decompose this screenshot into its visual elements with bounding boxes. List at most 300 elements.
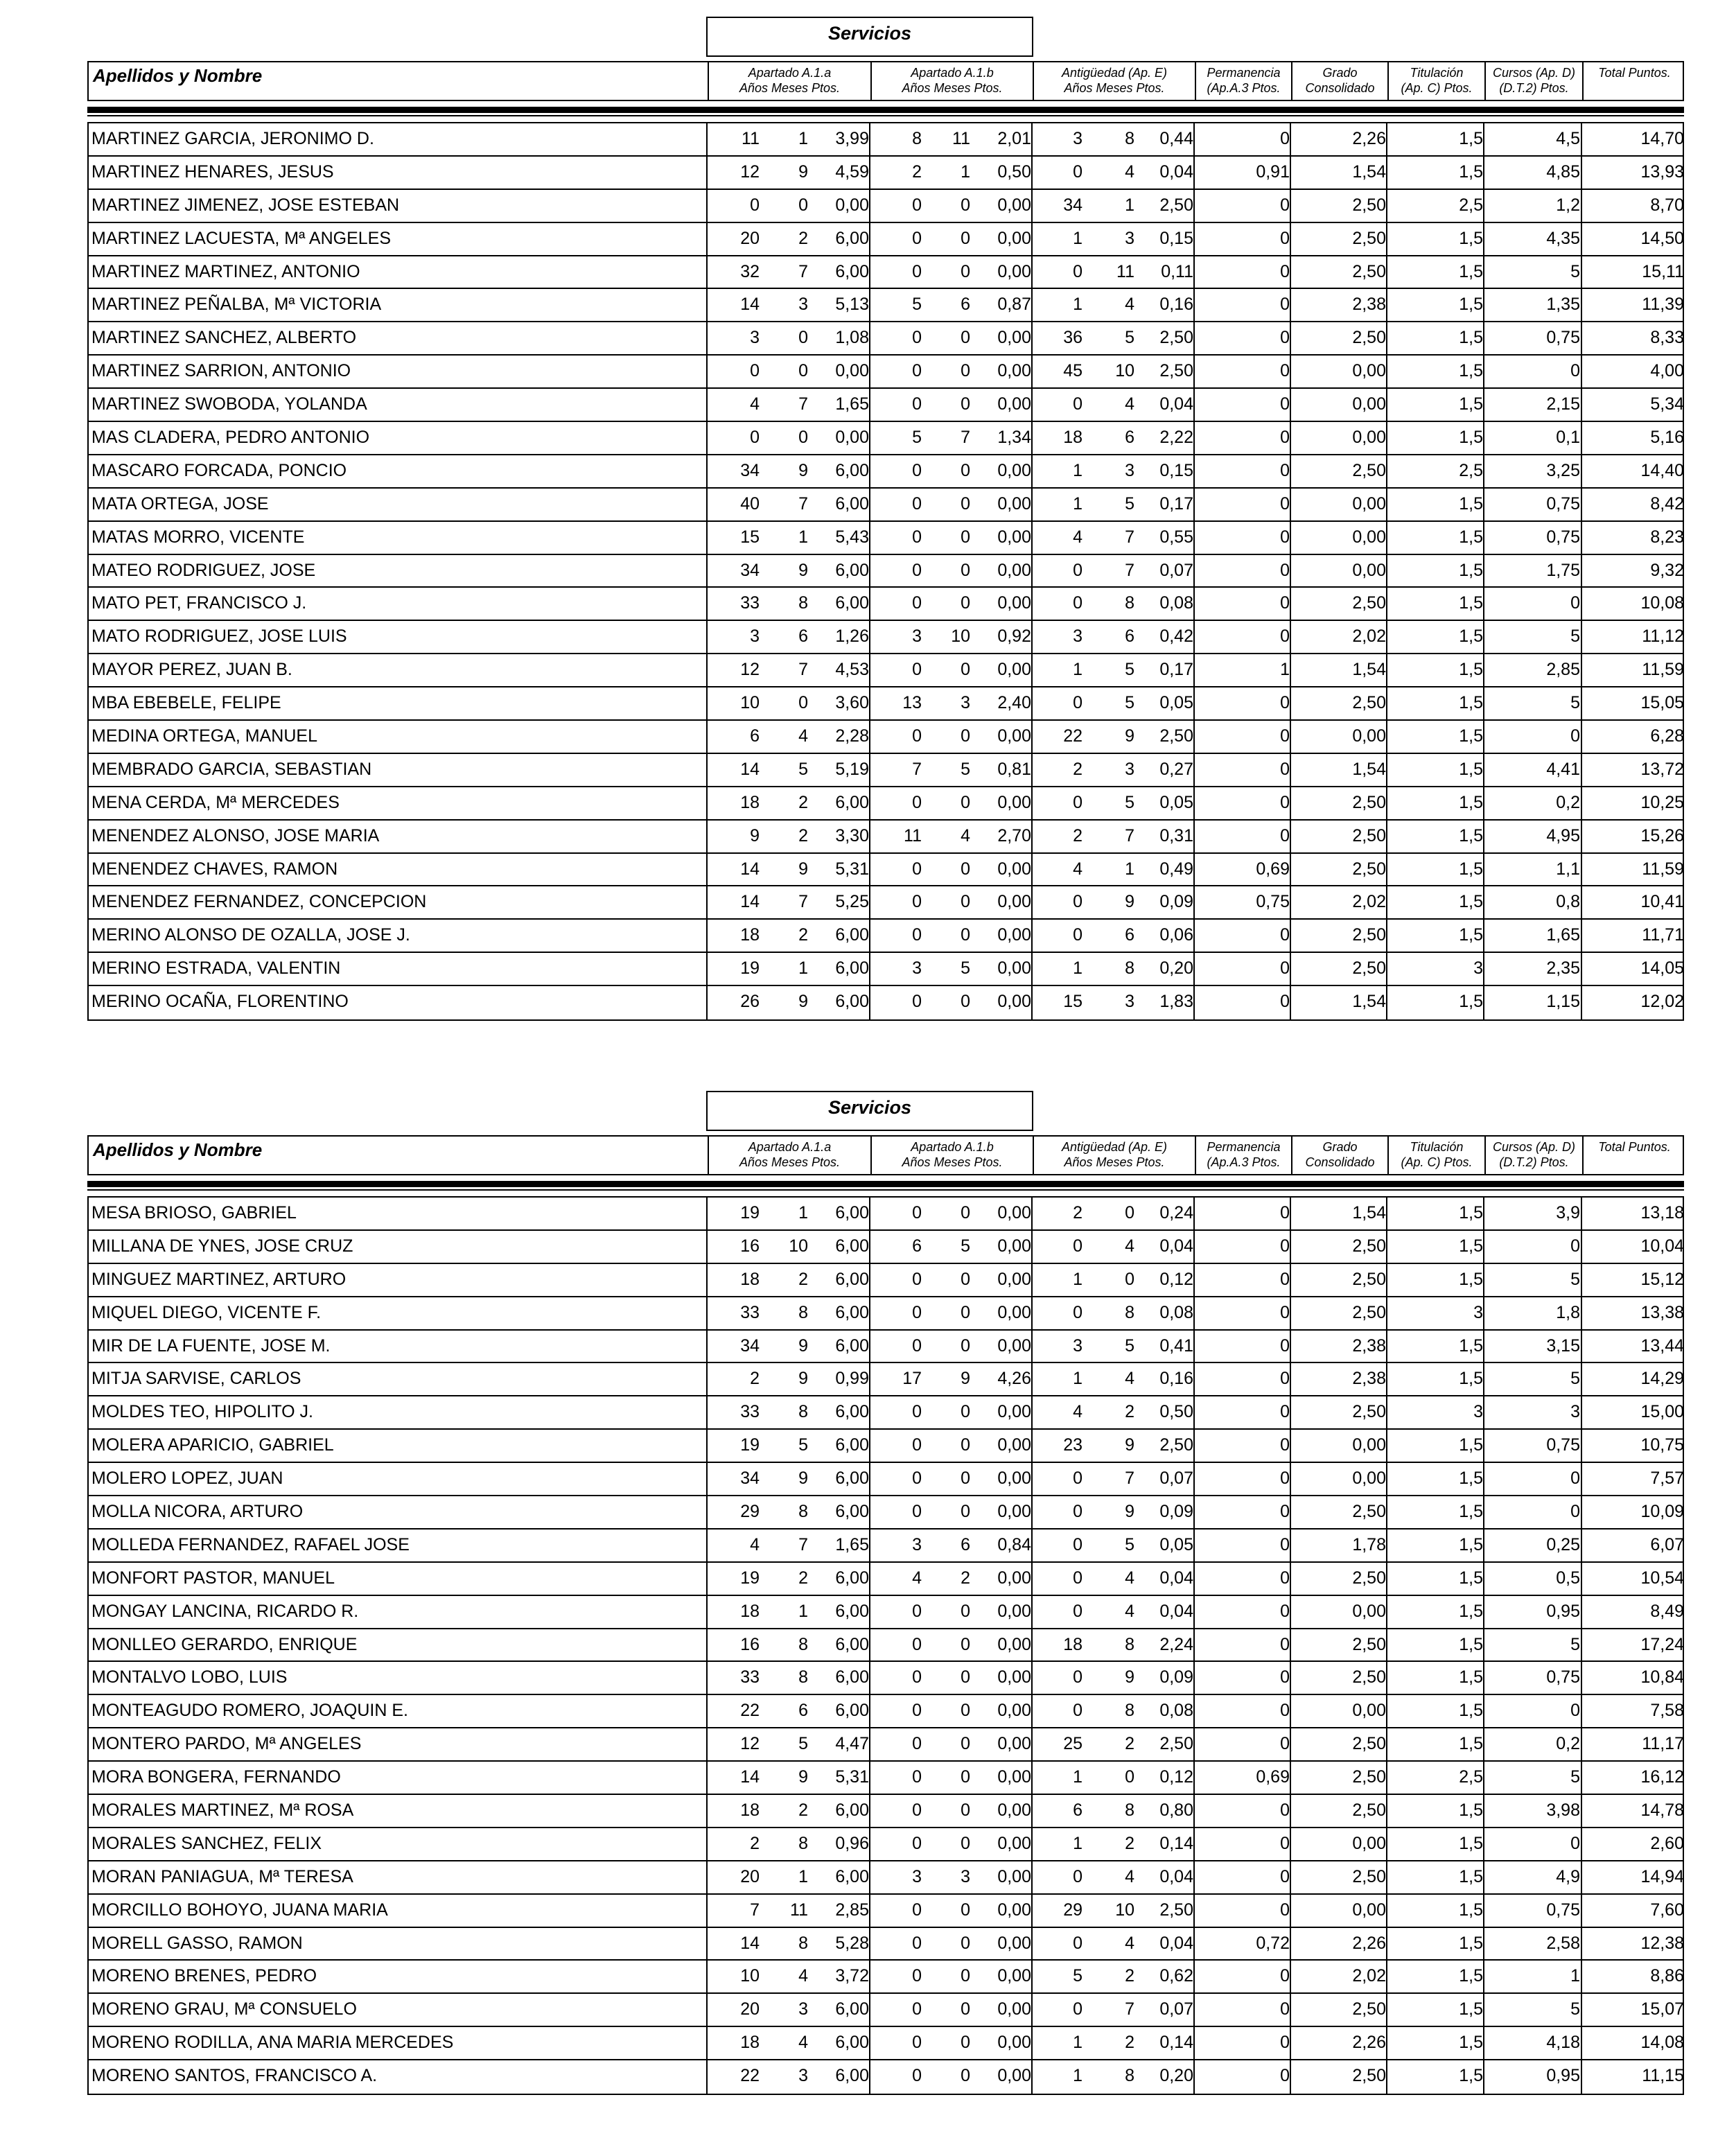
row-name: MARTINEZ JIMENEZ, JOSE ESTEBAN [91, 195, 400, 215]
row-value: 6,00 [835, 1800, 869, 1821]
row-value: 0,81 [997, 759, 1031, 779]
column-divider [1386, 1762, 1387, 1794]
column-divider [1193, 854, 1195, 886]
column-divider [1386, 356, 1387, 387]
row-value: 2,50 [1352, 1866, 1386, 1886]
table-row [89, 588, 1683, 621]
column-divider [1483, 1231, 1484, 1263]
column-divider [1386, 1961, 1387, 1992]
table-row [89, 1297, 1683, 1331]
column-divider [1483, 1463, 1484, 1495]
column-divider [869, 1264, 870, 1296]
row-value: 10 [740, 693, 760, 713]
row-value: 2,5 [1459, 460, 1483, 480]
row-value: 0,00 [997, 261, 1031, 281]
column-divider [1483, 455, 1484, 487]
row-value: 0 [961, 1435, 970, 1455]
row-value: 1,5 [1459, 1634, 1483, 1654]
column-divider [1581, 1264, 1582, 1296]
column-divider [1386, 2027, 1387, 2059]
table-row [89, 1496, 1683, 1530]
row-value: 12 [740, 1734, 760, 1754]
table-row [89, 1530, 1683, 1563]
row-value: 0,00 [997, 593, 1031, 613]
column-divider [1290, 256, 1291, 288]
column-divider [1290, 1297, 1291, 1329]
row-value: 2,26 [1352, 1933, 1386, 1953]
row-value: 0,00 [1352, 1435, 1386, 1455]
row-value: 4,00 [1650, 361, 1684, 381]
column-divider [1483, 1695, 1484, 1727]
column-divider [1483, 1728, 1484, 1760]
row-value: 9 [798, 1369, 808, 1389]
row-value: 6,00 [835, 460, 869, 480]
column-divider [1483, 489, 1484, 520]
row-name: MATEO RODRIGUEZ, JOSE [91, 560, 316, 580]
row-value: 0,00 [997, 1900, 1031, 1920]
row-name: MOLERO LOPEZ, JUAN [91, 1469, 283, 1489]
column-divider [869, 190, 870, 222]
row-value: 6,00 [835, 992, 869, 1012]
column-divider [1581, 1463, 1582, 1495]
row-value: 1,5 [1459, 859, 1483, 879]
row-value: 9 [798, 859, 808, 879]
header-ant-line2: Años Meses Ptos. [1064, 1155, 1165, 1169]
row-value: 0 [1280, 1435, 1290, 1455]
column-divider [1031, 223, 1033, 255]
row-value: 5 [961, 958, 970, 979]
column-divider [869, 1463, 870, 1495]
row-value: 3 [961, 693, 970, 713]
row-value: 1,5 [1459, 1933, 1483, 1953]
row-value: 0,95 [1546, 2066, 1580, 2086]
row-value: 1 [1073, 295, 1082, 315]
row-value: 0,55 [1159, 527, 1193, 547]
column-divider [1290, 854, 1291, 886]
row-name: MIR DE LA FUENTE, JOSE M. [91, 1335, 331, 1356]
column-divider [1581, 2060, 1582, 2094]
row-value: 2,38 [1352, 295, 1386, 315]
row-value: 0 [961, 892, 970, 912]
row-value: 14 [740, 1767, 760, 1787]
column-divider [1483, 1662, 1484, 1694]
row-value: 2 [798, 1269, 808, 1289]
column-divider [1031, 1463, 1033, 1495]
header-a1a-line1: Apartado A.1.a [748, 66, 832, 80]
column-divider [1031, 1695, 1033, 1727]
row-value: 6,00 [835, 2033, 869, 2053]
row-value: 1 [1280, 660, 1290, 680]
column-divider [1581, 787, 1582, 819]
row-value: 5,19 [835, 759, 869, 779]
row-value: 0,20 [1159, 958, 1193, 979]
row-value: 10,25 [1640, 792, 1684, 812]
row-value: 1,5 [1459, 1800, 1483, 1821]
row-value: 0 [1073, 892, 1082, 912]
column-divider [1581, 1530, 1582, 1561]
row-value: 5 [1125, 660, 1134, 680]
table-row [89, 1563, 1683, 1596]
row-value: 0 [1280, 1236, 1290, 1256]
row-value: 1 [1073, 1269, 1082, 1289]
column-divider [1483, 854, 1484, 886]
column-divider [1386, 389, 1387, 421]
row-value: 0 [1280, 1734, 1290, 1754]
column-divider [1386, 1662, 1387, 1694]
row-value: 0,00 [997, 992, 1031, 1012]
row-value: 6,00 [835, 1701, 869, 1721]
row-value: 13,72 [1640, 759, 1684, 779]
column-divider [1581, 322, 1582, 354]
column-divider [1290, 555, 1291, 587]
column-divider [1581, 588, 1582, 620]
row-value: 0 [961, 2066, 970, 2086]
column-divider [1031, 389, 1033, 421]
row-value: 0,04 [1159, 1568, 1193, 1588]
row-value: 0,00 [997, 1800, 1031, 1821]
row-value: 6 [1125, 626, 1134, 647]
row-value: 4,47 [835, 1734, 869, 1754]
row-value: 2 [912, 161, 922, 182]
table-body [87, 122, 1684, 1021]
row-name: MOLDES TEO, HIPOLITO J. [91, 1402, 313, 1422]
row-value: 2 [1125, 2033, 1134, 2053]
row-value: 2,26 [1352, 2033, 1386, 2053]
row-value: 2,50 [1352, 693, 1386, 713]
row-value: 10 [789, 1236, 808, 1256]
table-header [87, 61, 1684, 101]
row-value: 0,31 [1159, 825, 1193, 845]
row-value: 0,50 [997, 161, 1031, 182]
row-value: 0,00 [997, 560, 1031, 580]
row-value: 1,65 [1546, 925, 1580, 945]
row-value: 1 [798, 1601, 808, 1621]
column-divider [1031, 920, 1033, 952]
row-value: 0,00 [997, 1502, 1031, 1522]
table-row [89, 223, 1683, 256]
row-value: 1,5 [1459, 361, 1483, 381]
row-value: 0 [1280, 759, 1290, 779]
row-value: 2 [1125, 1734, 1134, 1754]
column-divider [1581, 522, 1582, 554]
column-divider [869, 123, 870, 155]
row-value: 34 [740, 1469, 760, 1489]
row-value: 0 [1073, 394, 1082, 414]
header-ant [1033, 62, 1195, 100]
row-value: 6,00 [835, 925, 869, 945]
row-value: 10,08 [1640, 593, 1684, 613]
column-divider [1290, 1961, 1291, 1992]
row-value: 5 [798, 1435, 808, 1455]
column-divider [1386, 1331, 1387, 1362]
row-value: 1,5 [1459, 328, 1483, 348]
column-divider [1031, 1231, 1033, 1263]
column-divider [1581, 256, 1582, 288]
column-divider [1031, 821, 1033, 852]
table-row [89, 522, 1683, 555]
row-value: 0 [961, 1502, 970, 1522]
row-value: 1,5 [1459, 1502, 1483, 1522]
row-value: 1,15 [1546, 992, 1580, 1012]
column-divider [1386, 787, 1387, 819]
row-name: MENENDEZ CHAVES, RAMON [91, 859, 338, 879]
row-name: MENA CERDA, Mª MERCEDES [91, 792, 340, 812]
row-value: 5 [1570, 693, 1580, 713]
column-divider [869, 821, 870, 852]
table-row [89, 1861, 1683, 1895]
column-divider [1031, 1629, 1033, 1661]
row-value: 4 [798, 1966, 808, 1986]
header-rule-thick [87, 107, 1684, 113]
row-name: MENENDEZ FERNANDEZ, CONCEPCION [91, 892, 427, 912]
table-row [89, 2027, 1683, 2060]
row-name: MAYOR PEREZ, JUAN B. [91, 660, 292, 680]
row-value: 16 [740, 1236, 760, 1256]
row-value: 5 [1570, 1999, 1580, 2019]
column-divider [1290, 1396, 1291, 1428]
row-value: 0,00 [997, 527, 1031, 547]
row-value: 0 [1125, 1203, 1134, 1222]
header-rule-thick [87, 1181, 1684, 1187]
row-value: 1,83 [1159, 992, 1193, 1012]
table-row [89, 1596, 1683, 1629]
group-title-servicios: Servicios [706, 1091, 1033, 1131]
row-value: 0 [912, 1634, 922, 1654]
row-value: 14 [740, 892, 760, 912]
row-value: 0 [912, 261, 922, 281]
row-value: 20 [740, 1999, 760, 2019]
column-divider [1581, 1198, 1582, 1229]
table-row [89, 1994, 1683, 2027]
row-value: 0,09 [1159, 1502, 1193, 1522]
column-divider [1386, 1496, 1387, 1528]
column-divider [1031, 1363, 1033, 1395]
header-tit [1387, 62, 1484, 100]
row-value: 9 [798, 460, 808, 480]
column-divider [1290, 621, 1291, 653]
column-divider [1290, 986, 1291, 1019]
row-name: MORENO RODILLA, ANA MARIA MERCEDES [91, 2033, 454, 2053]
row-value: 5,16 [1650, 428, 1684, 448]
column-divider [1581, 555, 1582, 587]
row-value: 11,17 [1642, 1734, 1684, 1754]
row-value: 2,5 [1459, 1767, 1483, 1787]
row-value: 0,00 [997, 2066, 1031, 2086]
row-value: 0 [961, 1667, 970, 1688]
row-value: 2,50 [1159, 726, 1193, 746]
row-value: 1,5 [1459, 295, 1483, 315]
row-value: 2,50 [1352, 925, 1386, 945]
column-divider [869, 1496, 870, 1528]
row-value: 0 [1280, 1269, 1290, 1289]
row-value: 0,07 [1159, 1469, 1193, 1489]
row-value: 10,41 [1640, 892, 1684, 912]
column-divider [1483, 1828, 1484, 1860]
column-divider [869, 621, 870, 653]
row-name: MARTINEZ HENARES, JESUS [91, 161, 334, 182]
row-name: MORA BONGERA, FERNANDO [91, 1767, 341, 1787]
row-value: 15,07 [1640, 1999, 1684, 2019]
column-divider [1031, 1198, 1033, 1229]
row-value: 8 [1125, 958, 1134, 979]
row-value: 6 [1125, 428, 1134, 448]
row-value: 2,40 [997, 693, 1031, 713]
column-divider [1031, 721, 1033, 753]
row-value: 13,38 [1640, 1302, 1684, 1322]
row-value: 4,59 [835, 161, 869, 182]
row-value: 6,00 [835, 560, 869, 580]
row-value: 18 [740, 1269, 760, 1289]
column-divider [1193, 389, 1195, 421]
table-row [89, 256, 1683, 290]
column-divider [1386, 1530, 1387, 1561]
row-value: 1,5 [1459, 2033, 1483, 2053]
row-value: 1 [1073, 228, 1082, 248]
column-divider [1581, 1231, 1582, 1263]
table-row [89, 489, 1683, 522]
row-value: 5 [1073, 1966, 1082, 1986]
column-divider [1193, 455, 1195, 487]
row-value: 8 [798, 1833, 808, 1853]
row-value: 2,50 [1159, 1435, 1193, 1455]
column-divider [1193, 886, 1195, 918]
column-divider [1193, 1363, 1195, 1395]
column-divider [1483, 953, 1484, 985]
row-value: 3 [912, 1534, 922, 1554]
row-value: 0,11 [1161, 261, 1193, 281]
row-name: MOLERA APARICIO, GABRIEL [91, 1435, 334, 1455]
column-divider [869, 223, 870, 255]
column-divider [1483, 821, 1484, 852]
row-value: 0,09 [1159, 1667, 1193, 1688]
table-row [89, 1762, 1683, 1795]
row-value: 6,00 [835, 1568, 869, 1588]
header-a1a-line1: Apartado A.1.a [748, 1140, 832, 1154]
table-body [87, 1196, 1684, 2095]
row-value: 1,5 [1459, 626, 1483, 647]
column-divider [1386, 1861, 1387, 1893]
row-value: 3 [1073, 1335, 1082, 1356]
table-row [89, 123, 1683, 157]
table-row [89, 920, 1683, 953]
row-value: 0 [1125, 1269, 1134, 1289]
row-value: 0 [1280, 1302, 1290, 1322]
row-value: 0 [912, 1335, 922, 1356]
row-value: 6,00 [835, 493, 869, 514]
row-value: 0 [961, 1634, 970, 1654]
row-value: 1,5 [1459, 2066, 1483, 2086]
row-value: 0 [912, 925, 922, 945]
row-value: 11 [904, 825, 922, 845]
row-name: MILLANA DE YNES, JOSE CRUZ [91, 1236, 353, 1256]
row-value: 0 [961, 1269, 970, 1289]
row-value: 0 [1280, 1601, 1290, 1621]
row-value: 0,00 [835, 428, 869, 448]
column-divider [1031, 1861, 1033, 1893]
row-value: 6 [1073, 1800, 1082, 1821]
row-name: MINGUEZ MARTINEZ, ARTURO [91, 1269, 347, 1289]
column-divider [1581, 356, 1582, 387]
row-value: 0 [961, 1767, 970, 1787]
row-value: 1,5 [1459, 660, 1483, 680]
header-a1b [870, 62, 1033, 100]
header-ant [1033, 1137, 1195, 1174]
row-value: 4,9 [1556, 1866, 1580, 1886]
row-value: 0,20 [1159, 2066, 1193, 2086]
row-value: 33 [740, 1667, 760, 1688]
row-value: 0 [750, 195, 760, 215]
row-name: MATO PET, FRANCISCO J. [91, 593, 307, 613]
row-name: MERINO ESTRADA, VALENTIN [91, 958, 341, 979]
column-divider [1193, 223, 1195, 255]
row-value: 0,75 [1546, 1435, 1580, 1455]
row-value: 7 [912, 759, 922, 779]
column-divider [1031, 986, 1033, 1019]
row-value: 1 [1073, 460, 1082, 480]
table-row [89, 1795, 1683, 1828]
row-value: 0 [1280, 825, 1290, 845]
row-value: 12,38 [1640, 1933, 1684, 1953]
row-value: 0 [961, 1701, 970, 1721]
column-divider [869, 986, 870, 1019]
header-grado-line1: Grado [1322, 1140, 1358, 1154]
column-divider [1031, 1762, 1033, 1794]
row-value: 5 [961, 1236, 970, 1256]
row-value: 0 [1280, 228, 1290, 248]
header-cursos-line1: Cursos (Ap. D) [1492, 66, 1576, 80]
row-value: 10,54 [1640, 1568, 1684, 1588]
row-value: 0 [912, 1269, 922, 1289]
column-divider [1193, 953, 1195, 985]
column-divider [1031, 1430, 1033, 1462]
column-divider [869, 1231, 870, 1263]
row-value: 9 [798, 992, 808, 1012]
row-value: 0 [1280, 925, 1290, 945]
column-divider [1581, 1331, 1582, 1362]
row-value: 2 [798, 792, 808, 812]
row-value: 2,50 [1352, 1236, 1386, 1256]
row-value: 0,00 [1352, 394, 1386, 414]
row-value: 5 [1125, 693, 1134, 713]
row-value: 0,15 [1159, 228, 1193, 248]
row-value: 1 [1073, 958, 1082, 979]
row-value: 0,15 [1159, 460, 1193, 480]
row-value: 9,32 [1650, 560, 1684, 580]
row-value: 12 [740, 161, 760, 182]
header-tit-line2: (Ap. C) Ptos. [1401, 81, 1473, 95]
row-value: 0 [1280, 527, 1290, 547]
column-divider [1483, 522, 1484, 554]
row-value: 0 [798, 693, 808, 713]
row-value: 0 [961, 361, 970, 381]
row-value: 0 [961, 460, 970, 480]
row-value: 2 [798, 825, 808, 845]
column-divider [1581, 986, 1582, 1019]
column-divider [1193, 157, 1195, 189]
column-divider [1290, 123, 1291, 155]
row-value: 6,00 [835, 1269, 869, 1289]
row-name: MORELL GASSO, RAMON [91, 1933, 303, 1953]
row-value: 8 [798, 1667, 808, 1688]
row-name: MORCILLO BOHOYO, JUANA MARIA [91, 1900, 388, 1920]
row-value: 0,05 [1159, 1534, 1193, 1554]
row-value: 33 [740, 1402, 760, 1422]
row-value: 7,60 [1650, 1900, 1684, 1920]
row-value: 19 [740, 1568, 760, 1588]
column-divider [1290, 754, 1291, 786]
row-value: 0 [961, 1800, 970, 1821]
row-value: 2,50 [1352, 1568, 1386, 1588]
